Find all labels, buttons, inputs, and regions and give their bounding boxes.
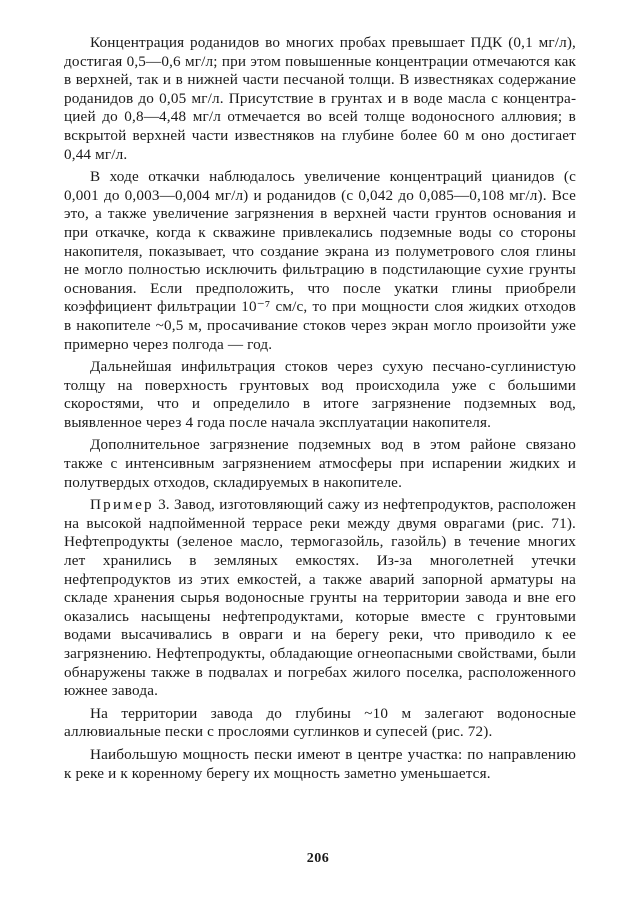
document-page — [64, 34, 576, 787]
paragraph-infiltration: Дальнейшая инфильтрация стоков через сухую песчано-суглинистую толщу на поверхность грунтовых вод происходила уже с большими скоростями, что и определило в итоге загрязнение подземных вод, выявленное через 4 года после начала эксплуатации накопителя. — [64, 358, 576, 431]
paragraph-example-3: Пример 3. Завод, изготовляющий сажу из нефтепродуктов, расположен на высокой надпойменной террасе реки между двумя оврагами (рис. 71). Нефтепродукты (зеленое масло, термогазойль, газойль) в течение многих лет хранились в земляных емкостях. Из-за многолетней утечки нефтепродуктов из этих емкостей, а также аварий запорной арматуры на складе хранения сырья водоносные грунты на территории завода и вне его оказались насыщены нефтепродуктами, которые вместе с грунтовыми водами высачивались в овраги и на берегу реки, что приводило к ее загрязнению. Нефтепродукты, обладающие огнеопасными свойствами, были обнаружены также в подвалах и погребах жилого поселка, расположенного южнее завода. — [64, 496, 576, 700]
paragraph-sand-thickness: Наибольшую мощность пески имеют в центре участка: по направлению к реке и к коренному берегу их мощность заметно уменьшается. — [64, 745, 576, 782]
page-number: 206 — [306, 851, 330, 866]
paragraph-pumping-observations: В ходе откачки наблюдалось увеличение концентраций цианидов (с 0,001 до 0,003—0,004 мг/л) и роданидов (с 0,042 до 0,085—0,108 мг/л). Все это, а также увеличение загрязнения в верхней части грунтов основания и при откачке, когда к скважине привлекались подземные воды со стороны накопителя, показывает, что создание экрана из полуметрового слоя глины не могло полностью исключить фильтрацию в подстилающие сухие грунты основания. Если предположить, что после укатки глины приобрели коэффициент фильтрации 10⁻⁷ см/с, то при мощности слоя жидких отходов в накопителе ~0,5 м, просачивание стоков через экран могло произойти уже примерно через полгода — год. — [64, 168, 576, 353]
example-label: Пример — [90, 496, 154, 514]
paragraph-rhodanide-concentration: Концентрация роданидов во многих пробах превышает ПДК (0,1 мг/л), достигая 0,5—0,6 мг/л; при этом повышенные концентрации отмечаются как в верхней, так и в нижней части песчаной толщи. В известняках содержание роданидов до 0,05 мг/л. Присутствие в грунтах и в воде масла с концентрацией до 0,8—4,48 мг/л отмечается во всей толще водоносного аллювия; в вскрытой верхней части известняков на глубине более 60 м оно достигает 0,44 мг/л. — [64, 34, 576, 163]
paragraph-additional-pollution: Дополнительное загрязнение подземных вод в этом районе связано также с интенсивным загрязнением атмосферы при испарении жидких и полутвердых отходов, складируемых в накопителе. — [64, 436, 576, 491]
paragraph-alluvial-sands: На территории завода до глубины ~10 м залегают водоносные аллювиальные пески с прослоями суглинков и супесей (рис. 72). — [64, 704, 576, 741]
